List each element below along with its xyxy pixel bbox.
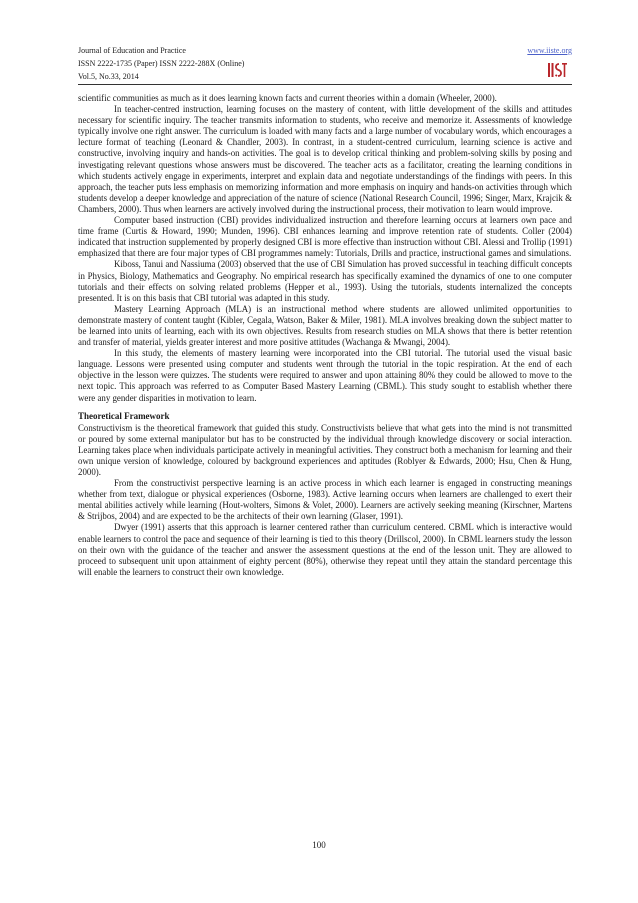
paragraph: In this study, the elements of mastery learning were incorporated into the CBI tutorial. The tutorial used the visual basic language. Lessons were presented using computer and students went through the tutorial in the topic respiration. At the end of each objective in the lesson were quizzes. The students were required to answer and upon attaining 80% they could be allowed to move to the next topic. This approach was referred to as Computer Based Mastery Learning (CBML). This study sought to establish whether there were any gender disparities in motivation to learn. xyxy=(78,348,572,403)
paragraph: scientific communities as much as it does learning known facts and current theories within a domain (Wheeler, 2000). xyxy=(78,93,497,103)
volume-line: Vol.5, No.33, 2014 xyxy=(78,72,139,81)
article-body xyxy=(78,93,572,578)
paragraph: Computer based instruction (CBI) provides individualized instruction and therefore learning occurs at learners own pace and time frame (Curtis & Howard, 1990; Munden, 1996). CBI enhances learning and improve retention rate of students. Coller (2004) indicated that instruction supplemented by properly designed CBI is more effective than instruction without CBI. Alessi and Trollip (1991) emphasized that there are four major types of CBI programmes namely: Tutorials, Drills and practice, instructional games and simulations. xyxy=(78,215,572,259)
journal-info xyxy=(78,44,572,83)
page-number: 100 xyxy=(312,840,326,850)
page-header xyxy=(78,44,572,84)
journal-title: Journal of Education and Practice xyxy=(78,46,186,55)
paragraph: Constructivism is the theoretical framework that guided this study. Constructivists believe that what gets into the mind is not transmitted or poured by some external manipulator but has to be constructed by the individual through knowledge discovery or social interaction. Learning takes place when individuals participate actively in meaningful activities. They construct both a mechanism for learning and their own unique version of knowledge, coloured by background experiences and aptitudes (Roblyer & Edwards, 2000; Hsu, Chen & Hung, 2000). xyxy=(78,422,572,477)
paragraph: In teacher-centred instruction, learning focuses on the mastery of content, with little development of the skills and attitudes necessary for scientific inquiry. The teacher transmits information to students, who receive and memorize it. Assessments of knowledge typically involve one right answer. The curriculum is loaded with many facts and a large number of vocabulary words, which encourages a lecture format of teaching (Leonard & Chandler, 2003). In contrast, in a student-centred curriculum, learning science is active and constructive, involving inquiry and hands-on activities. The goal is to develop critical thinking and problem-solving skills by posing and investigating relevant questions whose answers must be discovered. The teacher acts as a facilitator, creating the learning conditions in which students actively engage in experiments, interpret and explain data and negotiate understandings of the findings with peers. In this approach, the teacher puts less emphasis on memorizing information and more emphasis on inquiry and hands-on activities through which students develop a deeper knowledge and appreciation of the nature of science (National Research Council, 1996; Singer, Marx, Krajcik & Chambers, 2000). Thus when learners are actively involved during the instructional process, their motivation to learn would improve. xyxy=(78,104,572,214)
section-heading: Theoretical Framework xyxy=(78,410,170,421)
header-divider xyxy=(78,84,572,85)
paragraph: Dwyer (1991) asserts that this approach is learner centered rather than curriculum centered. CBML which is interactive would enable learners to control the pace and sequence of their learning is tied to this theory (Drillscol, 2000). In CBML learners study the lesson on their own with the guidance of the teacher and answer the assessment questions at the end of the lesson unit. They are allowed to proceed to subsequent unit upon attainment of eighty percent (80%), otherwise they repeat until they attain the standard percentage this will enable the learners to construct their own knowledge. xyxy=(78,522,572,577)
paragraph: From the constructivist perspective learning is an active process in which each learner is engaged in constructing meanings whether from text, dialogue or physical experiences (Osborne, 1983). Active learning occurs when learners are challenged to exert their mental abilities actively while learning (Hout-wolters, Simons & Volet, 2000). Learners are actively seeking meaning (Kirschner, Martens & Strijbos, 2004) and are expected to be the architects of their own learning (Glaser, 1991). xyxy=(78,478,572,522)
journal-url-link[interactable]: www.iiste.org xyxy=(527,46,572,55)
paragraph: Mastery Learning Approach (MLA) is an instructional method where students are allowed unlimited opportunities to demonstrate mastery of content taught (Kibler, Cegala, Watson, Baker & Miler, 1981). MLA involves breaking down the subject matter to be learned into units of learning, each with its own objectives. Results from research studies on MLA shows that there is better retention and transfer of material, yields greater interest and more positive attitudes (Wachanga & Mwangi, 2004). xyxy=(78,303,572,348)
iiste-logo-icon xyxy=(546,59,568,81)
issn-line: ISSN 2222-1735 (Paper) ISSN 2222-288X (Online) xyxy=(78,59,245,68)
paragraph: Kiboss, Tanui and Nassiuma (2003) observed that the use of CBI Simulation has proved successful in teaching difficult concepts in Physics, Biology, Mathematics and Geography. No empirical research has specifically examined the dynamics of one to one computer tutorials and their effects on solving related problems (Hepper et al., 1993). Using the tutorials, students internalized the concepts presented. It is on this basis that CBI tutorial was adapted in this study. xyxy=(78,259,572,303)
